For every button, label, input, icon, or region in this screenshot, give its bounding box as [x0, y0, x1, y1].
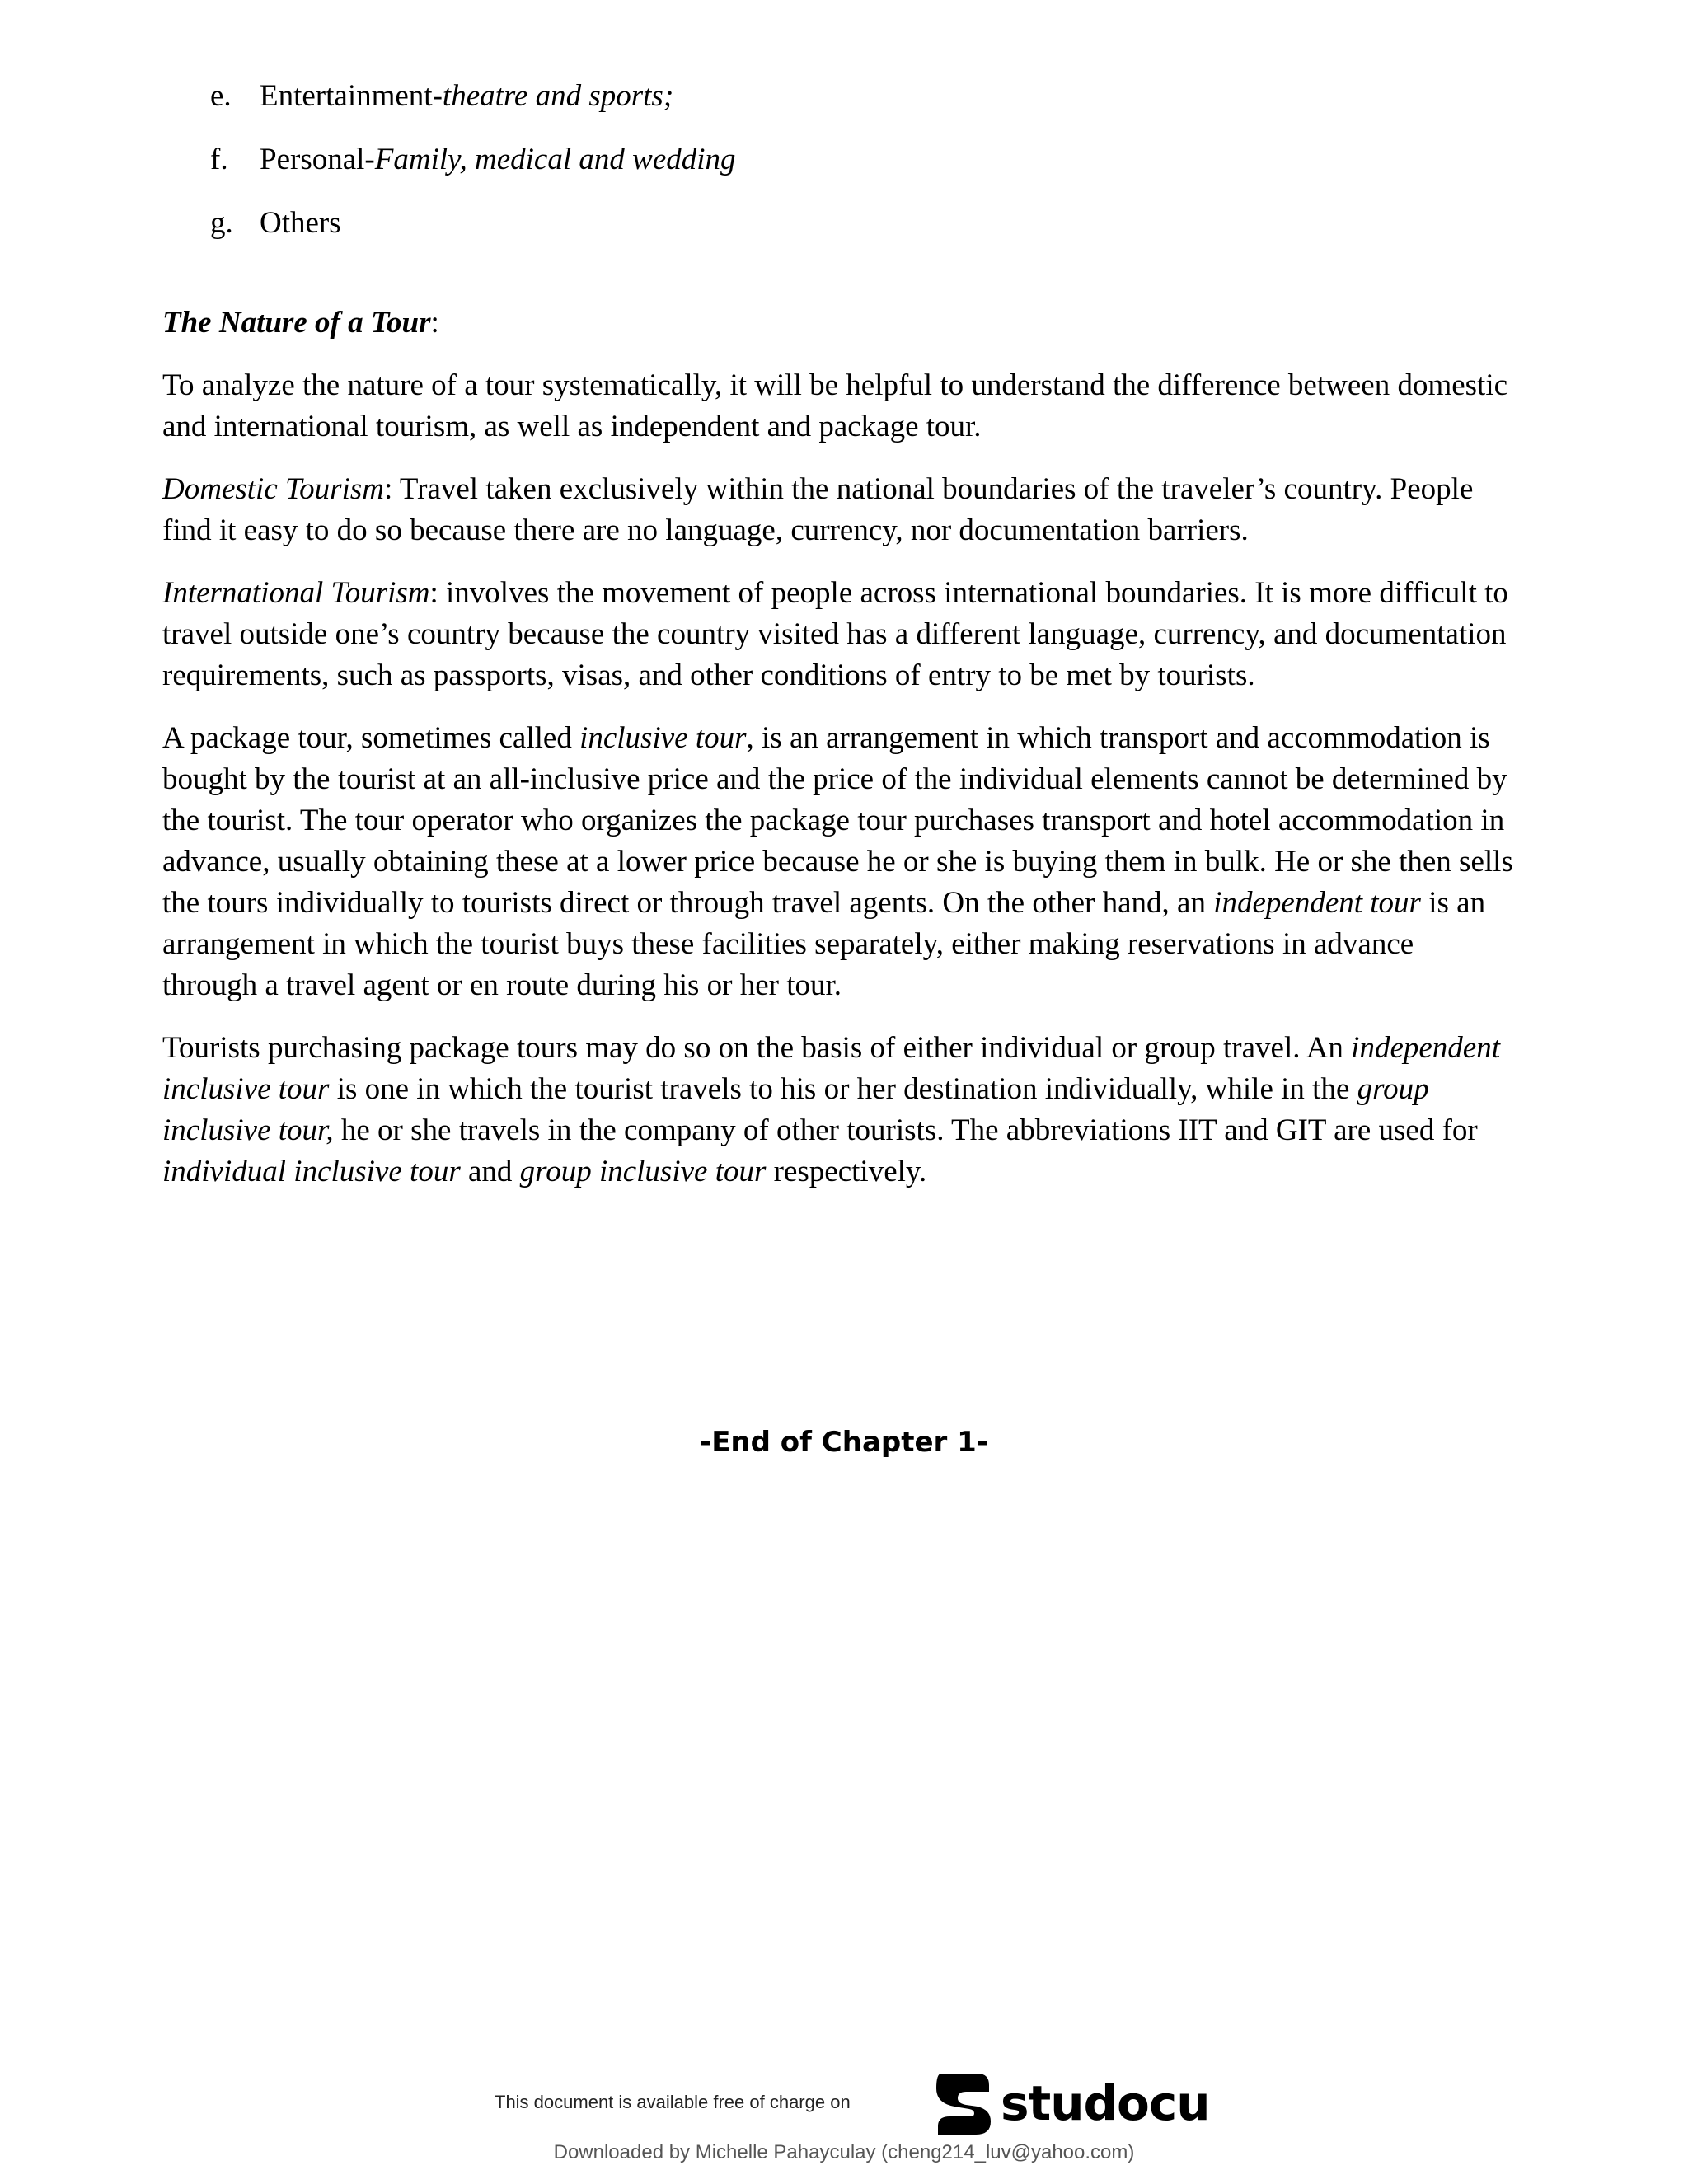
package-tour-paragraph: [162, 718, 1514, 1006]
package-text-3: is an arrangement in which the tourist buys these facilities separately, either making reservations in advance through a travel agent or en route during his or her tour.: [162, 886, 1486, 1002]
group-text-3: he or she travels in the company of other tourists. The abbreviations IIT and GIT are used for: [333, 1113, 1478, 1147]
footer-notice: This document is available free of charge on: [495, 2092, 851, 2112]
package-text-1: A package tour, sometimes called: [162, 721, 580, 755]
inclusive-tour-term: inclusive tour: [579, 721, 747, 755]
list-item-text: Entertainment-: [260, 79, 443, 113]
section-body: [162, 302, 1514, 1214]
list-item-italic: theatre and sports;: [442, 79, 674, 113]
studocu-logo[interactable]: [930, 2069, 1210, 2138]
purpose-list: [210, 76, 1447, 266]
individual-inclusive-tour-term: individual inclusive tour: [162, 1155, 461, 1188]
intro-paragraph: To analyze the nature of a tour systematically, it will be helpful to understand the difference between domestic and international tourism, as well as independent and package tour.: [162, 368, 1508, 443]
international-tourism-paragraph: [162, 573, 1514, 696]
section-heading-text: The Nature of a Tour: [162, 306, 431, 340]
list-item-text: Personal-: [260, 143, 375, 176]
list-marker: f.: [210, 143, 228, 176]
list-item: [210, 139, 1447, 180]
list-marker: e.: [210, 79, 232, 113]
independent-tour-term: independent tour: [1213, 886, 1421, 920]
list-item-text: Others: [260, 206, 341, 240]
group-text-5: respectively.: [766, 1155, 927, 1188]
group-travel-paragraph: [162, 1028, 1514, 1193]
group-inclusive-tour-term: group inclusive tour,: [162, 1072, 1429, 1147]
group-text-2: is one in which the tourist travels to his or her destination individually, while in the: [329, 1072, 1357, 1106]
downloaded-by: Downloaded by Michelle Pahayculay (cheng214_luv@yahoo.com): [553, 2141, 1135, 2163]
group-inclusive-tour-term-2: group inclusive tour: [519, 1155, 767, 1188]
international-tourism-text: : involves the movement of people across international boundaries. It is more difficult to travel outside one’s country because the country visited has a different language, currency, and documentation requirements, such as passports, visas, and other conditions of entry to be met by tourists.: [162, 576, 1508, 692]
list-item: [210, 203, 1447, 244]
international-tourism-term: International Tourism: [162, 576, 430, 610]
section-heading: [162, 302, 1514, 344]
domestic-tourism-paragraph: [162, 469, 1514, 551]
list-item-italic: Family, medical and wedding: [374, 143, 736, 176]
section-heading-colon: :: [430, 306, 439, 340]
list-marker: g.: [210, 206, 233, 240]
studocu-wordmark: studocu: [1001, 2075, 1210, 2131]
end-of-chapter: -End of Chapter 1-: [700, 1426, 988, 1459]
domestic-tourism-term: Domestic Tourism: [162, 472, 384, 506]
domestic-tourism-text: : Travel taken exclusively within the national boundaries of the traveler’s country. People find it easy to do so because there are no language, currency, nor documentation barriers.: [162, 472, 1474, 547]
independent-inclusive-tour-term: independent inclusive tour: [162, 1031, 1500, 1106]
list-item: [210, 76, 1447, 117]
group-text-4: and: [460, 1155, 520, 1188]
group-text-1: Tourists purchasing package tours may do so on the basis of either individual or group travel. An: [162, 1031, 1352, 1065]
studocu-logo-icon: [930, 2069, 996, 2138]
package-text-2: , is an arrangement in which transport and accommodation is bought by the tourist at an all-inclusive price and the price of the individual elements cannot be determined by the tourist. The tour operator who organizes the package tour purchases transport and hotel accommodation in advance, usually obtaining these at a lower price because he or she is buying them in bulk. He or she then sells the tours individually to tourists direct or through travel agents. On the other hand, an: [162, 721, 1513, 920]
